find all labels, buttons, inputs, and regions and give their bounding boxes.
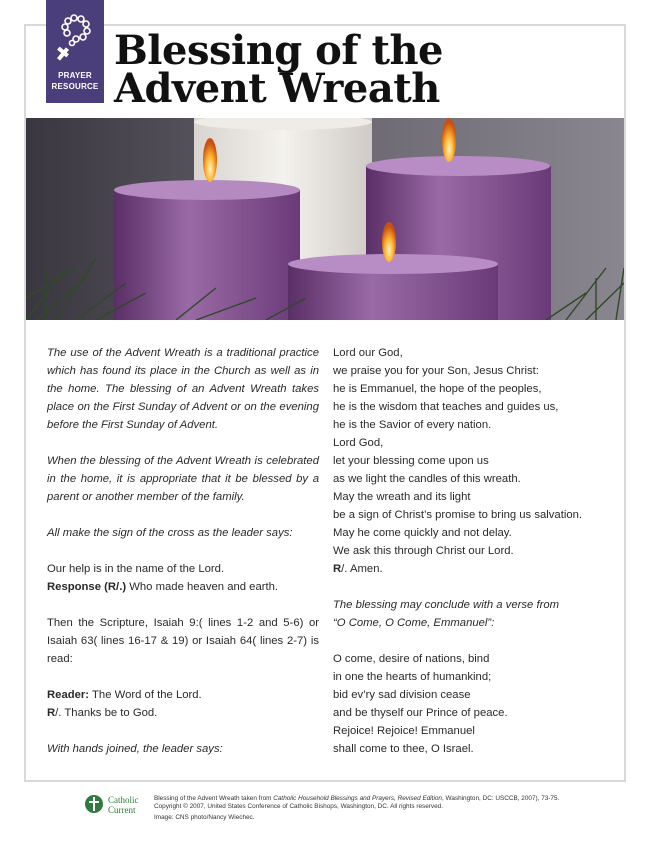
opening-versicle [47, 560, 319, 596]
hymn-verse [333, 650, 611, 758]
hymn-line: Rejoice! Rejoice! Emmanuel [333, 725, 475, 737]
help-line: Our help is in the name of the Lord. [47, 563, 225, 575]
prayer-line: let your blessing come upon us [333, 455, 489, 467]
badge-line-1: PRAYER [58, 71, 92, 80]
sign-instruction: All make the sign of the cross as the leader says: [47, 527, 293, 539]
reader-text: The Word of the Lord. [89, 689, 202, 701]
credit-prefix: Blessing of the Advent Wreath taken from [154, 795, 274, 802]
prayer-line: we praise you for your Son, Jesus Christ: [333, 365, 539, 377]
intro-paragraph: The use of the Advent Wreath is a traditional practice which has found its place in the Church as well as in the home. The blessing of an Advent Wreath takes place on the First Sunday of Advent or on the evening before the First Sunday of Advent. [47, 347, 319, 431]
amen-label: R [333, 563, 342, 575]
conclude-line-2: “O Come, O Come, Emmanuel”: [333, 617, 495, 629]
prayer-resource-badge [46, 0, 104, 103]
page-title [114, 27, 443, 112]
rosary-icon [54, 12, 96, 64]
reading-response [47, 686, 319, 722]
copyright: Copyright © 2007, United States Conference of Catholic Bishops, Washington, DC. All rights reserved. [154, 802, 443, 810]
left-column [47, 344, 319, 776]
hymn-line: O come, desire of nations, bind [333, 653, 490, 665]
prayer-line: Lord our God, [333, 347, 403, 359]
right-column [333, 344, 611, 776]
prayer-line: be a sign of Christ’s promise to bring us salvation. [333, 509, 583, 521]
prayer-line: as we light the candles of this wreath. [333, 473, 521, 485]
image-credit: Image: CNS photo/Nancy Wiechec. [154, 814, 255, 821]
hymn-line: in one the hearts of humankind; [333, 671, 492, 683]
r-text: /. Thanks be to God. [55, 707, 158, 719]
source-credit [154, 795, 594, 810]
hymn-line: shall come to thee, O Israel. [333, 743, 474, 755]
r-label: R [47, 707, 56, 719]
prayer-line: he is Emmanuel, the hope of the peoples, [333, 383, 542, 395]
prayer-line: Lord God, [333, 437, 384, 449]
prayer-line: We ask this through Christ our Lord. [333, 545, 514, 557]
conclude-instruction [333, 596, 611, 632]
response-label: Response (R/.) [47, 581, 127, 593]
prayer-line: he is the wisdom that teaches and guides us, [333, 401, 559, 413]
credit-suffix: , Washington, DC: USCCB, 2007), 73-75. [441, 795, 560, 802]
advent-candles-image [26, 118, 624, 320]
catholic-current-logo-icon [84, 794, 104, 814]
prayer-line: May he come quickly and not delay. [333, 527, 512, 539]
conclude-line-1: The blessing may conclude with a verse from [333, 599, 560, 611]
scripture-paragraph: Then the Scripture, Isaiah 9:( lines 1-2 and 5-6) or Isaiah 63( lines 16-17 & 19) or Isaiah 64( lines 2-7) is read: [47, 617, 319, 665]
title-line-2: Advent Wreath [114, 65, 440, 112]
logo-line-1: Catholic [108, 795, 139, 805]
logo-line-2: Current [108, 805, 136, 815]
title-line-1: Blessing of the [114, 27, 443, 74]
home-paragraph: When the blessing of the Advent Wreath is celebrated in the home, it is appropriate that it be blessed by a parent or another member of the family. [47, 455, 319, 503]
hymn-line: bid ev’ry sad division cease [333, 689, 471, 701]
credit-title: Catholic Household Blessings and Prayers, Revised Edition [273, 795, 442, 802]
badge-line-2: RESOURCE [51, 82, 99, 91]
hymn-line: and be thyself our Prince of peace. [333, 707, 508, 719]
prayer-line: he is the Savior of every nation. [333, 419, 492, 431]
blessing-prayer [333, 344, 611, 578]
logo-text [108, 795, 139, 815]
reader-label: Reader: [47, 689, 90, 701]
prayer-line: May the wreath and its light [333, 491, 471, 503]
hands-instruction: With hands joined, the leader says: [47, 743, 223, 755]
response-text: Who made heaven and earth. [126, 581, 279, 593]
footer [0, 790, 650, 841]
amen-text: /. Amen. [341, 563, 383, 575]
